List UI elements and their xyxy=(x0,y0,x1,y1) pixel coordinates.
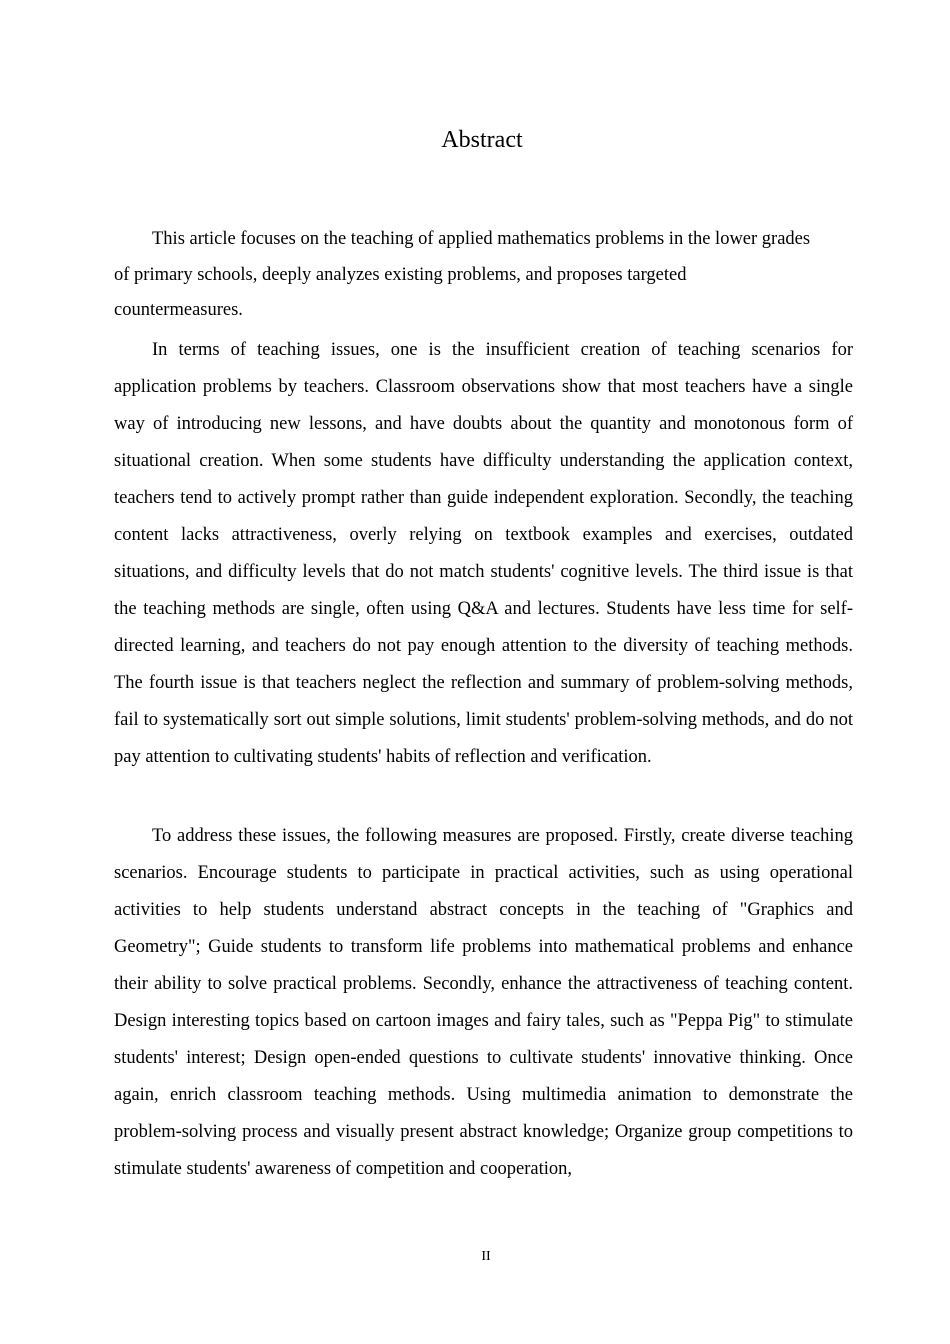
abstract-paragraph-2: In terms of teaching issues, one is the insufficient creation of teaching scenarios for application problems by teachers. Classroom observations show that most teachers have a single way of introducing new lessons, and have doubts about the quantity and monotonous form of situational creation. When some students have difficulty understanding the application context, teachers tend to actively prompt rather than guide independent exploration. Secondly, the teaching content lacks attractiveness, overly relying on textbook examples and exercises, outdated situations, and difficulty levels that do not match students' cognitive levels. The third issue is that the teaching methods are single, often using Q&A and lectures. Students have less time for self-directed learning, and teachers do not pay enough attention to the diversity of teaching methods. The fourth issue is that teachers neglect the reflection and summary of problem-solving methods, fail to systematically sort out simple solutions, limit students' problem-solving methods, and do not pay attention to cultivating students' habits of reflection and verification. xyxy=(114,340,853,767)
page-number: II xyxy=(481,1249,491,1264)
page-title: Abstract xyxy=(441,127,523,153)
abstract-paragraph-3: To address these issues, the following measures are proposed. Firstly, create diverse teaching scenarios. Encourage students to participate in practical activities, such as using operational activities to help students understand abstract concepts in the teaching of "Graphics and Geometry"; Guide students to transform life problems into mathematical problems and enhance their ability to solve practical problems. Secondly, enhance the attractiveness of teaching content. Design interesting topics based on cartoon images and fairy tales, such as "Peppa Pig" to stimulate students' interest; Design open-ended questions to cultivate students' innovative thinking. Once again, enrich classroom teaching methods. Using multimedia animation to demonstrate the problem-solving process and visually present abstract knowledge; Organize group competitions to stimulate students' awareness of competition and cooperation, xyxy=(114,826,853,1179)
abstract-paragraph-1: This article focuses on the teaching of applied mathematics problems in the lower grades of primary schools, deeply analyzes existing problems, and proposes targeted countermeasures. xyxy=(114,229,811,320)
